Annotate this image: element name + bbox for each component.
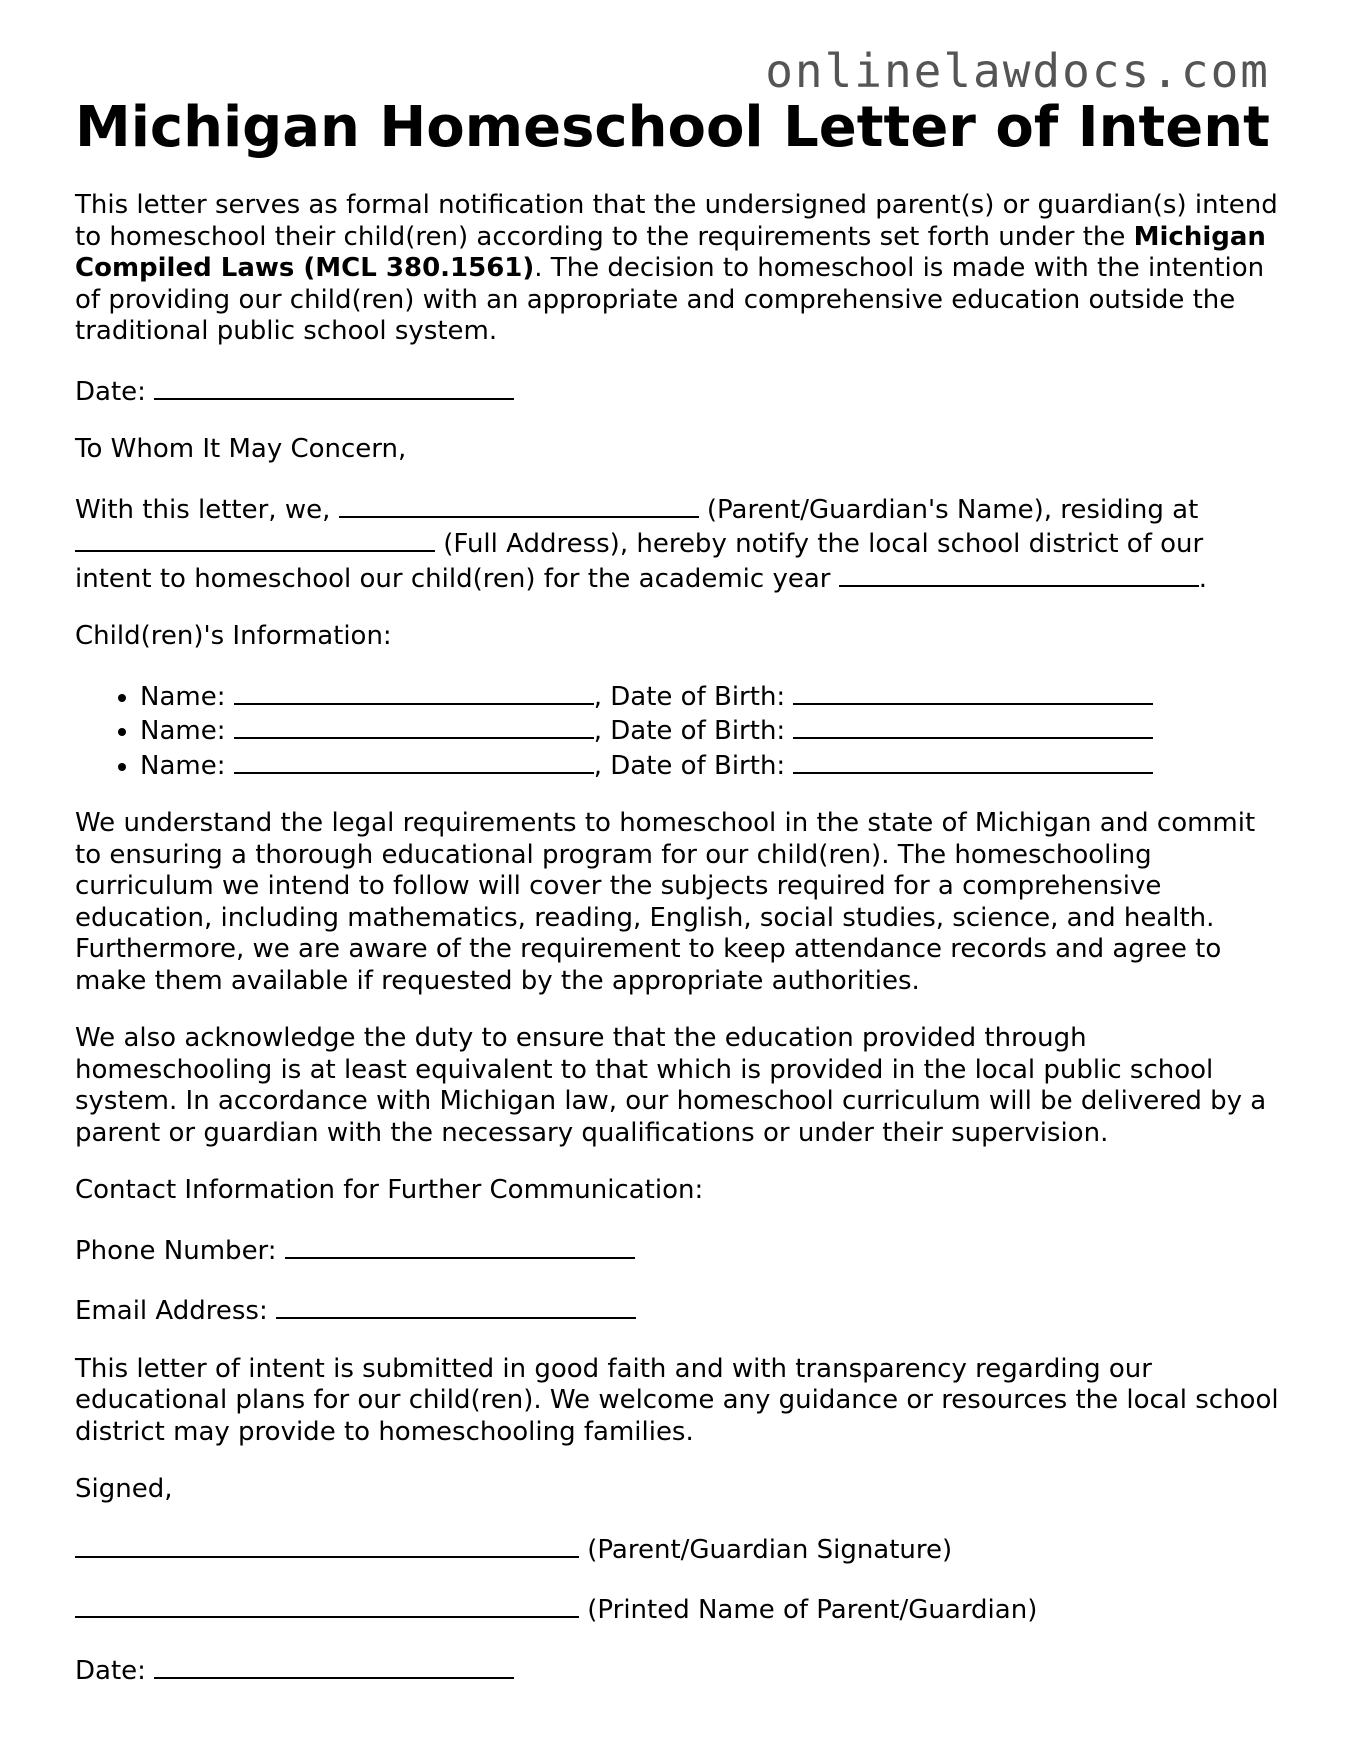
- email-line: [75, 1293, 1285, 1328]
- child-3-dob-blank[interactable]: [793, 748, 1153, 774]
- child-dob-label: , Date of Birth:: [593, 716, 794, 746]
- watermark: onlinelawdocs.com: [765, 44, 1270, 98]
- notice-text-3: (Full Address), hereby notify the local school district of our intent to homeschool our child(ren) for the academic year: [75, 529, 1204, 594]
- child-1-dob-blank[interactable]: [793, 679, 1153, 705]
- child-2-name-blank[interactable]: [234, 713, 594, 739]
- notice-text-4: .: [1198, 563, 1207, 594]
- child-name-label: Name:: [140, 716, 234, 746]
- children-heading: Child(ren)'s Information:: [75, 621, 392, 651]
- child-row-1: [140, 679, 1285, 714]
- printed-name-caption: (Printed Name of Parent/Guardian): [579, 1595, 1038, 1625]
- child-dob-label: , Date of Birth:: [593, 750, 794, 781]
- phone-line: [75, 1233, 1285, 1268]
- children-list: [75, 679, 1285, 783]
- academic-year-blank[interactable]: [839, 561, 1199, 587]
- printed-name-blank[interactable]: [75, 1592, 579, 1618]
- parent-name-blank[interactable]: [339, 492, 699, 518]
- email-label: Email Address:: [75, 1296, 276, 1326]
- date-blank[interactable]: [154, 374, 514, 400]
- notice-paragraph: [75, 492, 1285, 596]
- duty-paragraph: We also acknowledge the duty to ensure that the education provided through homeschooling is at least equivalent to that which is provided in the local public school system. In accordance with Michigan law, our homeschool curriculum will be delivered by a parent or guardian with the necessary qualifications or under their supervision.: [75, 1023, 1267, 1148]
- intro-paragraph: [75, 190, 1285, 348]
- address-blank[interactable]: [75, 526, 435, 552]
- signature-line: [75, 1532, 1285, 1567]
- phone-blank[interactable]: [285, 1233, 635, 1259]
- page-title: Michigan Homeschool Letter of Intent: [75, 95, 1270, 160]
- law-citation: Michigan Compiled Laws (MCL 380.1561): [75, 221, 1266, 283]
- child-1-name-blank[interactable]: [234, 679, 594, 705]
- child-2-dob-blank[interactable]: [793, 713, 1153, 739]
- final-date-label: Date:: [75, 1655, 155, 1686]
- final-date-blank[interactable]: [154, 1653, 514, 1679]
- intro-text-start: This letter serves as formal notification that the undersigned parent(s) or guardian(s) intend to homeschool their child(ren) according to the requirements set forth under the: [75, 190, 1278, 252]
- notice-text-1: With this letter, we,: [75, 494, 339, 525]
- salutation: To Whom It May Concern,: [75, 434, 407, 464]
- closing-paragraph: This letter of intent is submitted in good faith and with transparency regarding our educational plans for our child(ren). We welcome any guidance or resources the local school district may provide to homeschooling families.: [75, 1353, 1279, 1447]
- contact-heading: Contact Information for Further Communication:: [75, 1175, 704, 1205]
- printed-name-line: [75, 1592, 1285, 1627]
- date-line: [75, 374, 1285, 409]
- phone-label: Phone Number:: [75, 1235, 285, 1266]
- child-name-label: Name:: [140, 750, 234, 781]
- child-dob-label: , Date of Birth:: [593, 681, 794, 712]
- requirements-paragraph: We understand the legal requirements to homeschool in the state of Michigan and commit to ensuring a thorough educational program for our child(ren). The homeschooling curriculum we intend to follow will cover the subjects required for a comprehensive education, including mathematics, reading, English, social studies, science, and health. Furthermore, we are aware of the requirement to keep attendance records and agree to make them available if requested by the appropriate authorities.: [75, 808, 1256, 996]
- signature-caption: (Parent/Guardian Signature): [579, 1534, 953, 1565]
- intro-text-end: . The decision to homeschool is made with the intention of providing our child(ren) with an appropriate and comprehensive education outside the traditional public school system.: [75, 253, 1265, 346]
- signature-blank[interactable]: [75, 1532, 579, 1558]
- final-date-line: [75, 1653, 1285, 1688]
- child-3-name-blank[interactable]: [234, 748, 594, 774]
- letter-document: [75, 94, 1285, 1687]
- child-row-3: [140, 748, 1285, 783]
- date-label: Date:: [75, 376, 155, 407]
- signed-label: Signed,: [75, 1474, 173, 1504]
- email-blank[interactable]: [276, 1293, 636, 1319]
- notice-text-2: (Parent/Guardian's Name), residing at: [698, 494, 1199, 525]
- child-name-label: Name:: [140, 681, 234, 712]
- child-row-2: [140, 713, 1285, 748]
